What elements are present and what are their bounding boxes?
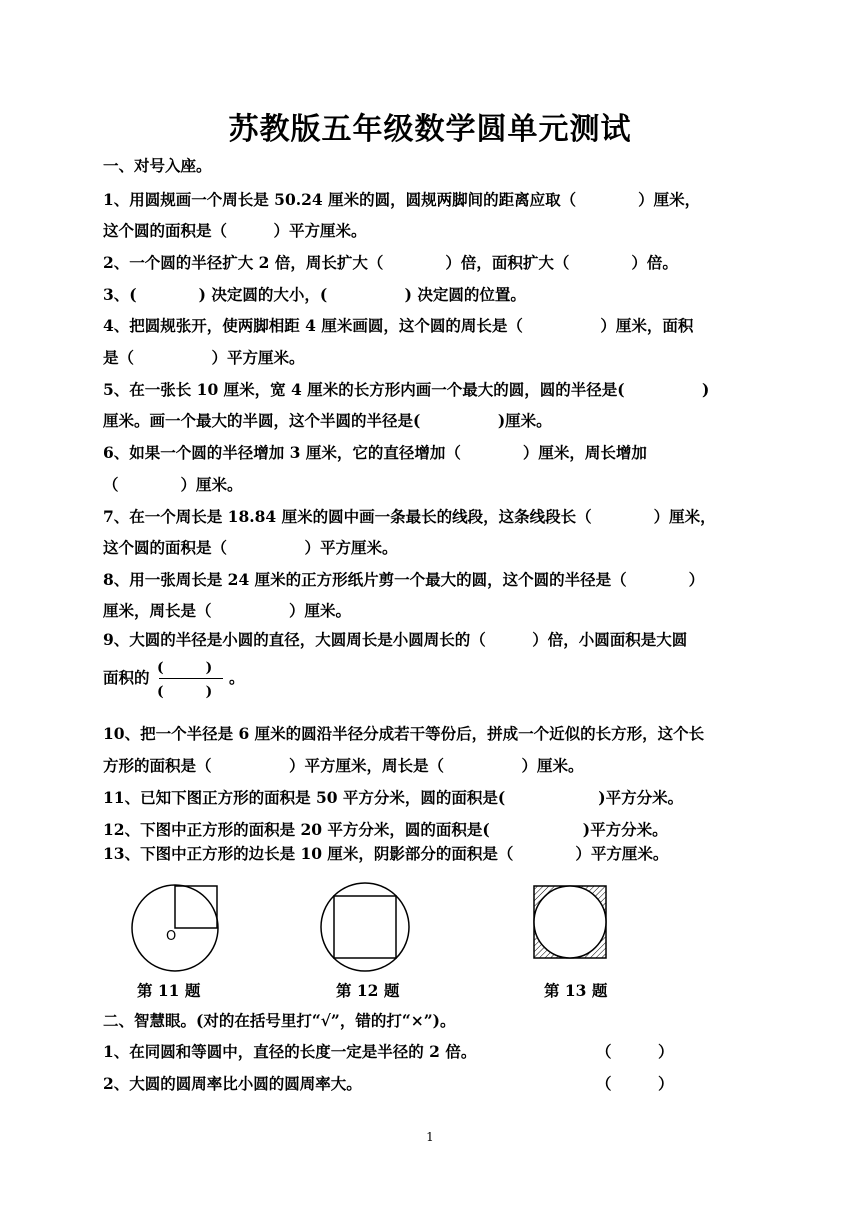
question-line: 这个圆的面积是（ ）平方厘米。 bbox=[103, 221, 367, 240]
question-line: 4、把圆规张开，使两脚相距 4 厘米画圆，这个圆的周长是（ ）厘米，面积 bbox=[103, 316, 694, 335]
question-line: 12、下图中正方形的面积是 20 平方分米，圆的面积是( )平方分米。 bbox=[103, 820, 668, 839]
judge-item-text: 2、大圆的圆周率比小圆的圆周率大。 bbox=[103, 1074, 362, 1093]
fraction-suffix: 。 bbox=[229, 668, 245, 687]
figure-13 bbox=[530, 882, 610, 962]
fraction-numerator: ( ) bbox=[157, 660, 213, 676]
question-line: 3、( ) 决定圆的大小，( ) 决定圆的位置。 bbox=[103, 285, 526, 304]
question-line: 8、用一张周长是 24 厘米的正方形纸片剪一个最大的圆，这个圆的半径是（ ） bbox=[103, 570, 705, 589]
question-line: 厘米。画一个最大的半圆，这个半圆的半径是( )厘米。 bbox=[103, 411, 552, 430]
figure-13-circle bbox=[534, 886, 606, 958]
figure-caption: 第 13 题 bbox=[544, 981, 608, 1000]
center-label: O bbox=[166, 929, 177, 944]
judge-item-bracket: （ ） bbox=[596, 1042, 674, 1061]
fraction-denominator: ( ) bbox=[157, 684, 213, 700]
figure-caption: 第 11 题 bbox=[137, 981, 201, 1000]
question-line: 13、下图中正方形的边长是 10 厘米，阴影部分的面积是（ ）平方厘米。 bbox=[103, 844, 669, 863]
question-line: 10、把一个半径是 6 厘米的圆沿半径分成若干等份后，拼成一个近似的长方形，这个长 bbox=[103, 724, 705, 743]
fraction-blank bbox=[157, 657, 227, 701]
question-line: 5、在一张长 10 厘米，宽 4 厘米的长方形内画一个最大的圆，圆的半径是( ) bbox=[103, 380, 710, 399]
section2-heading: 二、智慧眼。(对的在括号里打“√”，错的打“×”)。 bbox=[103, 1011, 456, 1030]
question-line: 2、一个圆的半径扩大 2 倍，周长扩大（ ）倍，面积扩大（ ）倍。 bbox=[103, 253, 678, 272]
page-title: 苏教版五年级数学圆单元测试 bbox=[228, 112, 632, 147]
question-line: 方形的面积是（ ）平方厘米，周长是（ ）厘米。 bbox=[103, 756, 584, 775]
question-line: 厘米，周长是（ ）厘米。 bbox=[103, 601, 352, 620]
question-line: 是（ ）平方厘米。 bbox=[103, 348, 305, 367]
question-line: 这个圆的面积是（ ）平方厘米。 bbox=[103, 538, 398, 557]
page-number: 1 bbox=[426, 1130, 434, 1144]
figure-caption: 第 12 题 bbox=[336, 981, 400, 1000]
fraction-bar bbox=[159, 678, 223, 679]
figure-12-square bbox=[334, 896, 396, 958]
question-line: 9、大圆的半径是小圆的直径，大圆周长是小圆周长的（ ）倍，小圆面积是大圆 bbox=[103, 630, 688, 649]
question-line: 6、如果一个圆的半径增加 3 厘米，它的直径增加（ ）厘米，周长增加 bbox=[103, 443, 647, 462]
figure-11 bbox=[130, 882, 222, 974]
question-line: 7、在一个周长是 18.84 厘米的圆中画一条最长的线段，这条线段长（ ）厘米， bbox=[103, 507, 716, 526]
question-line: 1、用圆规画一个周长是 50.24 厘米的圆，圆规两脚间的距离应取（ ）厘米， bbox=[103, 190, 701, 209]
judge-item-bracket: （ ） bbox=[596, 1074, 674, 1093]
judge-item-text: 1、在同圆和等圆中，直径的长度一定是半径的 2 倍。 bbox=[103, 1042, 477, 1061]
question-line: （ ）厘米。 bbox=[103, 475, 243, 494]
figure-11-square bbox=[175, 886, 217, 928]
section1-heading: 一、对号入座。 bbox=[103, 156, 212, 175]
question-line: 11、已知下图正方形的面积是 50 平方分米，圆的面积是( )平方分米。 bbox=[103, 788, 684, 807]
figure-12 bbox=[318, 880, 412, 974]
question-line: 面积的 bbox=[103, 668, 150, 687]
